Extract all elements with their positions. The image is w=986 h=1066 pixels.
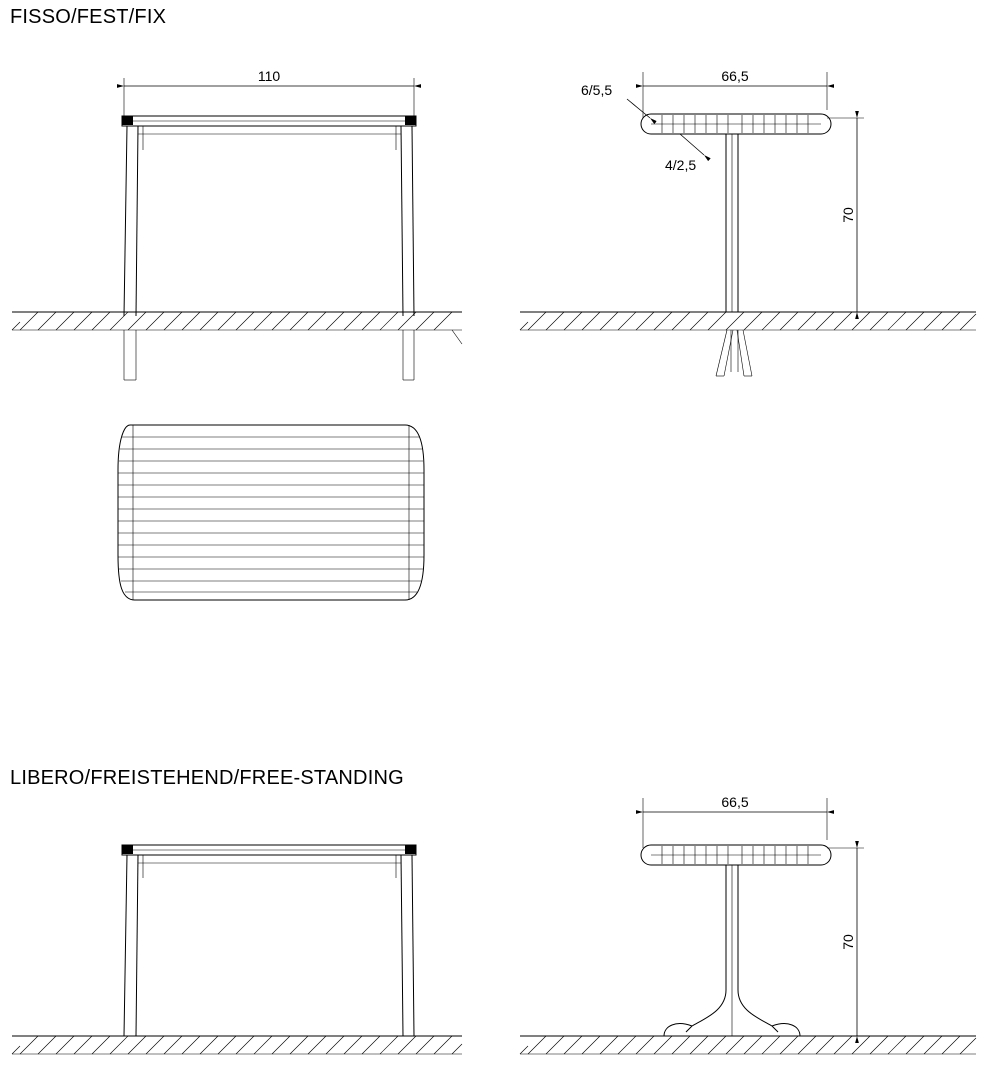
dimension-110 <box>124 68 414 120</box>
section-title-fisso: FISSO/FEST/FIX <box>10 6 167 28</box>
leader-6-5-5-label: 6/5,5 <box>581 82 613 98</box>
dimension-665-top <box>643 68 827 118</box>
dimension-665-top-label: 66,5 <box>721 68 749 84</box>
dimension-70-top-label: 70 <box>840 207 856 223</box>
buried-anchor-fixed-side <box>716 330 752 376</box>
side-elevation-freestanding <box>520 794 976 1054</box>
leader-4-2-5 <box>665 134 704 173</box>
top-view-fixed <box>118 425 424 600</box>
front-elevation-fixed <box>12 68 462 380</box>
leader-4-2-5-label: 4/2,5 <box>665 157 697 173</box>
leader-6-5-5 <box>581 82 650 118</box>
side-elevation-fixed <box>520 68 976 376</box>
dimension-665-bottom <box>643 794 827 848</box>
ground-line-fixed-side <box>520 312 976 330</box>
ground-line-free-front <box>12 1036 462 1054</box>
dimension-70-top <box>790 118 864 312</box>
dimension-70-bottom <box>805 848 864 1036</box>
ground-line-free-side <box>520 1036 976 1054</box>
dimension-70-bottom-label: 70 <box>840 934 856 950</box>
front-elevation-freestanding <box>12 845 462 1054</box>
section-title-libero: LIBERO/FREISTEHEND/FREE-STANDING <box>10 767 404 789</box>
buried-legs-fixed-front <box>124 330 414 380</box>
dimension-665-bottom-label: 66,5 <box>721 794 749 810</box>
ground-line-fixed-front <box>12 312 462 344</box>
dimension-110-label: 110 <box>257 68 281 84</box>
